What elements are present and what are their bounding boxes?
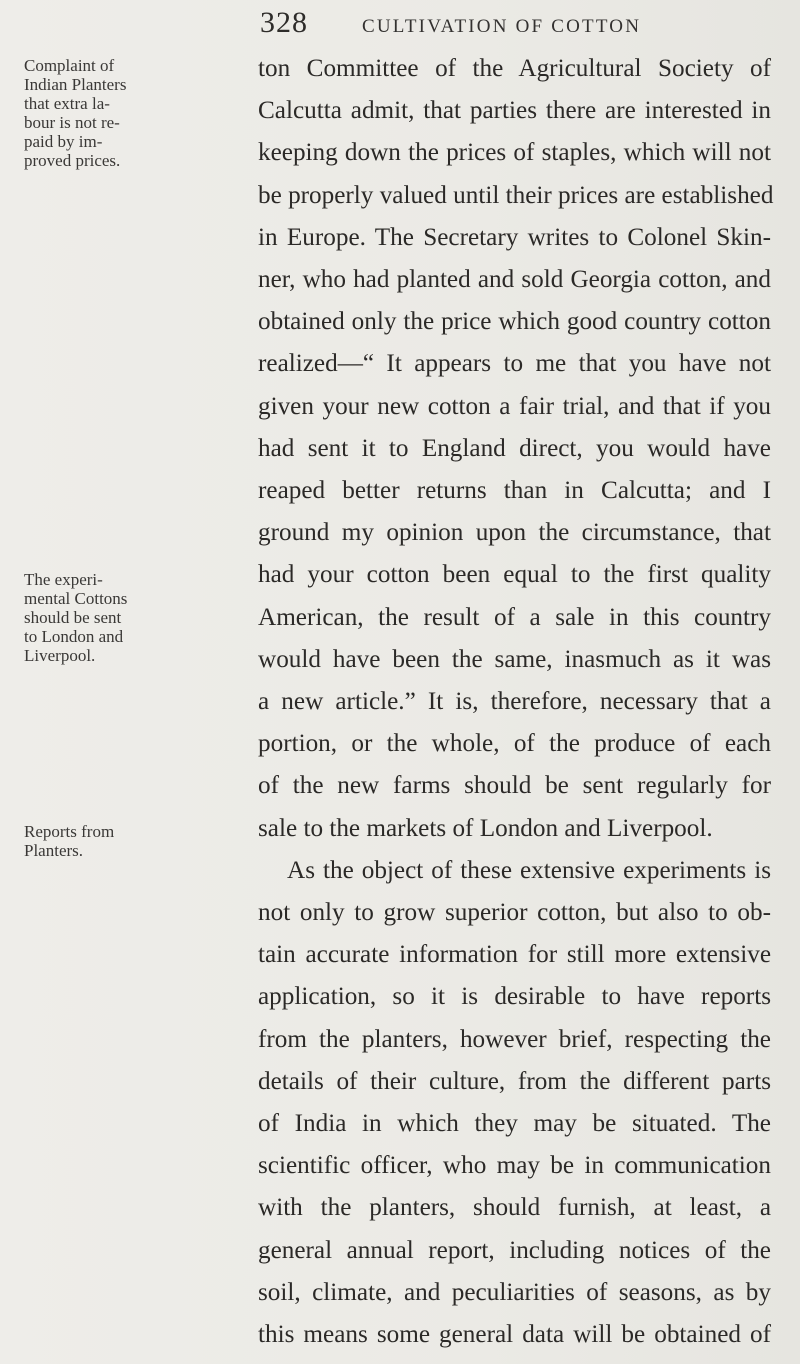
body-line: this means some general data will be obtained of [258, 1321, 771, 1348]
body-line: not only to grow superior cotton, but also to ob- [258, 899, 771, 926]
margin-note-line: bour is not re- [24, 113, 120, 132]
margin-note-reports [24, 822, 224, 860]
body-line: application, so it is desirable to have reports [258, 983, 771, 1011]
margin-note-line: proved prices. [24, 151, 121, 170]
margin-note-line: paid by im- [24, 132, 103, 151]
body-line: ton Committee of the Agricultural Society of [258, 55, 771, 82]
margin-note-line: to London and [24, 627, 124, 646]
page-number: 328 [260, 6, 308, 39]
body-line: portion, or the whole, of the produce of each [258, 730, 771, 758]
running-title: CULTIVATION OF COTTON [362, 16, 642, 37]
page-header [260, 6, 641, 42]
margin-note-line: Liverpool. [24, 646, 96, 665]
body-line: of India in which they may be situated. The [258, 1110, 771, 1137]
margin-note-experimental-cottons [24, 570, 224, 665]
body-line: As the object of these extensive experiments is [287, 856, 771, 884]
body-line: general annual report, including notices of the [258, 1236, 771, 1264]
body-line: in Europe. The Secretary writes to Colonel Skin- [258, 223, 771, 251]
body-line: obtained only the price which good country cotton [258, 308, 771, 336]
body-line: ground my opinion upon the circumstance, that [258, 519, 771, 547]
margin-note-line: Reports from [24, 822, 115, 841]
body-line: of the new farms should be sent regularly for [258, 772, 771, 800]
margin-note-line: Indian Planters [24, 75, 127, 94]
body-line: with the planters, should furnish, at least, a [258, 1194, 771, 1222]
body-line: had sent it to England direct, you would have [258, 434, 771, 462]
margin-note-line: The experi- [24, 570, 103, 589]
body-line: a new article.” It is, therefore, necessary that a [258, 688, 771, 715]
body-line: would have been the same, inasmuch as it was [258, 645, 771, 673]
margin-note-line: should be sent [24, 608, 122, 627]
body-line: ner, who had planted and sold Georgia cotton, and [258, 266, 771, 293]
body-line: American, the result of a sale in this country [258, 603, 771, 631]
body-line: keeping down the prices of staples, which will not [258, 139, 771, 167]
body-line: from the planters, however brief, respecting the [258, 1025, 771, 1053]
margin-note-line: that extra la- [24, 94, 110, 113]
body-line: soil, climate, and peculiarities of seasons, as by [258, 1278, 771, 1306]
body-line: scientific officer, who may be in communication [258, 1152, 771, 1180]
body-line: sale to the markets of London and Liverpool. [258, 814, 713, 842]
body-line: Calcutta admit, that parties there are interested in [258, 97, 771, 125]
margin-note-line: mental Cottons [24, 589, 128, 608]
margin-note-line: Planters. [24, 841, 84, 860]
body-line: details of their culture, from the different parts [258, 1067, 771, 1095]
body-line: realized—“ It appears to me that you have not [258, 350, 771, 378]
body-line: reaped better returns than in Calcutta; and I [258, 477, 771, 504]
body-line: had your cotton been equal to the first quality [258, 561, 771, 589]
margin-note-line: Complaint of [24, 56, 115, 75]
body-line: given your new cotton a fair trial, and that if you [258, 392, 771, 420]
margin-note-complaint [24, 56, 224, 170]
body-line: tain accurate information for still more extensive [258, 941, 771, 969]
body-line: be properly valued until their prices are established [258, 181, 774, 209]
